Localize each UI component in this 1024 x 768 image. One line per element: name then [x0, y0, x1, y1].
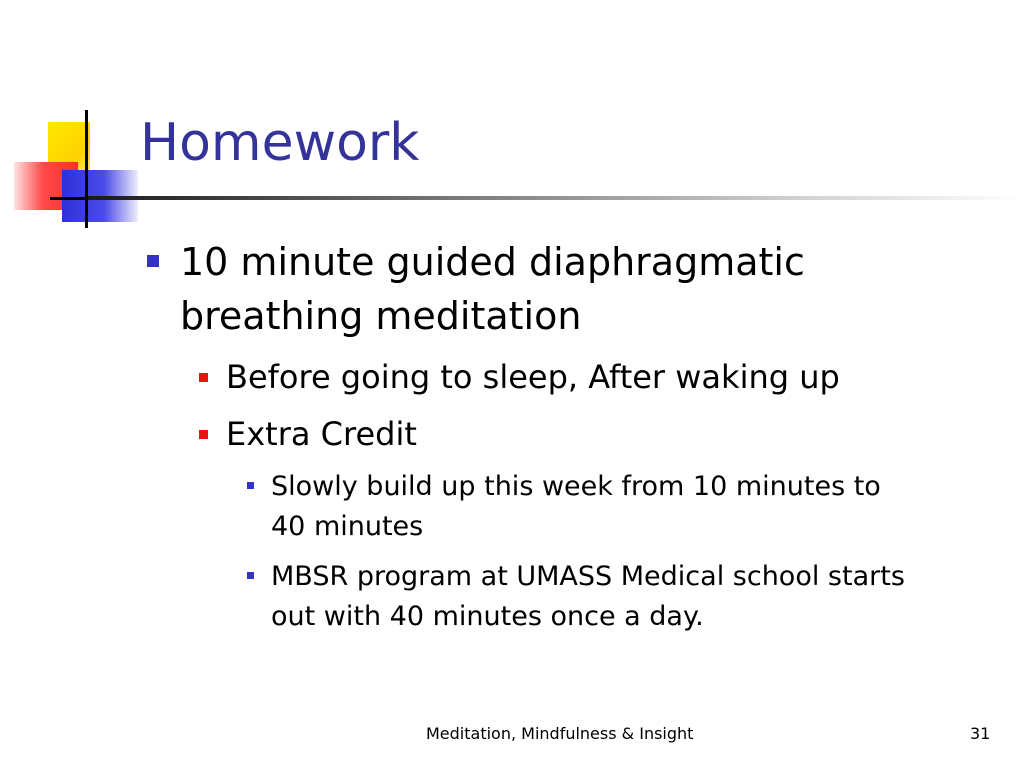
bullet-level1-item — [180, 235, 805, 289]
bullet-text: 40 minutes — [271, 511, 424, 542]
bullet-text: 10 minute guided diaphragmatic — [180, 240, 805, 284]
bullet-level1-continuation — [180, 289, 581, 343]
bullet-level2-item — [226, 357, 840, 397]
logo-horizontal-line — [50, 197, 90, 200]
logo-vertical-line — [85, 110, 88, 228]
footer-title: Meditation, Mindfulness & Insight — [426, 724, 694, 743]
bullet-text: MBSR program at UMASS Medical school starts — [271, 561, 905, 592]
bullet-square-icon — [199, 373, 208, 382]
bullet-square-icon — [247, 482, 254, 489]
bullet-text: out with 40 minutes once a day. — [271, 601, 704, 632]
bullet-text: breathing meditation — [180, 294, 582, 338]
slide-number: 31 — [970, 724, 991, 743]
bullet-level3-item — [271, 557, 905, 596]
bullet-square-icon — [247, 572, 254, 579]
slide-title: Homework — [140, 113, 420, 173]
bullet-square-icon — [147, 255, 159, 267]
title-underline-rule — [88, 196, 1024, 200]
bullet-text: Extra Credit — [226, 415, 417, 453]
bullet-text: Slowly build up this week from 10 minutes to — [271, 471, 881, 502]
bullet-text: Before going to sleep, After waking up — [226, 358, 840, 396]
bullet-level3-continuation — [271, 507, 423, 546]
bullet-level2-item — [226, 414, 417, 454]
slide-logo-decoration — [0, 100, 150, 240]
bullet-level3-continuation — [271, 597, 704, 636]
bullet-level3-item — [271, 467, 881, 506]
bullet-square-icon — [199, 430, 208, 439]
